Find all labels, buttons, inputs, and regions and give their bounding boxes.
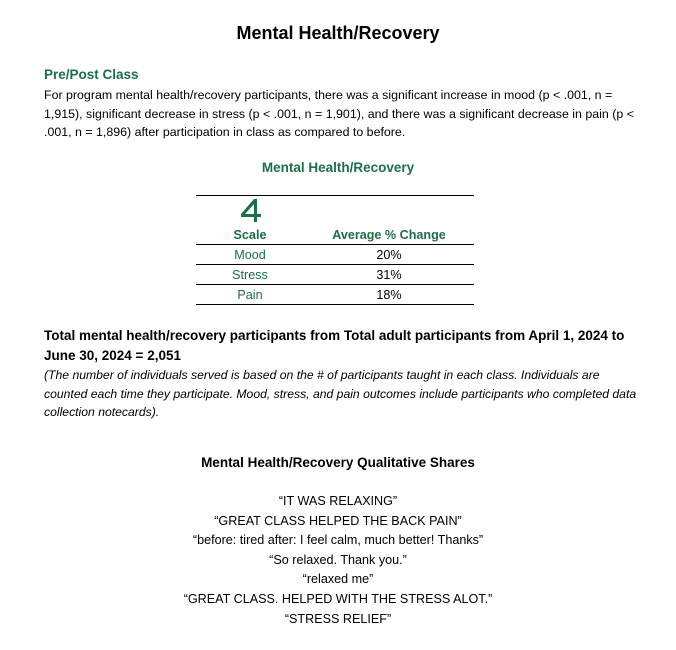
total-participants-heading: Total mental health/recovery participants from Total adult participants from April 1, 2024 to June 30, 2024 = 2,051	[44, 328, 625, 363]
column-header-average-change: Average % Change	[304, 226, 474, 245]
quote-item: “IT WAS RELAXING”	[278, 494, 398, 508]
table-row	[196, 285, 474, 305]
change-cell: 20%	[304, 245, 474, 265]
table-title: Mental Health/Recovery	[261, 160, 415, 175]
scale-cell: Stress	[196, 265, 304, 285]
pre-post-heading: Pre/Post Class	[44, 67, 139, 82]
table-row	[196, 265, 474, 285]
quote-item: “So relaxed. Thank you.”	[269, 552, 407, 567]
change-cell: 31%	[304, 265, 474, 285]
quote-item: “GREAT CLASS HELPED THE BACK PAIN”	[214, 513, 462, 528]
scale-cell: Mood	[196, 245, 304, 265]
quote-item: “STRESS RELIEF”	[284, 611, 392, 626]
quotes-list	[0, 492, 676, 629]
table-top-rule	[196, 195, 474, 196]
scale-cell: Pain	[196, 285, 304, 305]
quote-item: “relaxed me”	[302, 572, 374, 587]
change-cell: 18%	[304, 285, 474, 305]
pre-post-paragraph: For program mental health/recovery participants, there was a significant increase in mood (p < .001, n = 1,915), significant decrease in stress (p < .001, n = 1,901), and there was a significant decrease in pain (p < .001, n = 1,896) after participation in class as compared to before.	[44, 88, 634, 139]
quote-item: “before: tired after: I feel calm, much better! Thanks”	[192, 533, 484, 548]
results-table	[196, 226, 474, 305]
participants-note: (The number of individuals served is based on the # of participants taught in each class. Individuals are counted each time they participate. Mood, stress, and pain outcomes include participants who completed data collection notecards).	[44, 368, 637, 419]
quote-item: “GREAT CLASS. HELPED WITH THE STRESS ALOT.”	[183, 591, 493, 606]
page-title: Mental Health/Recovery	[236, 23, 440, 43]
green-number-4-logo-icon	[239, 197, 265, 223]
qualitative-shares-heading: Mental Health/Recovery Qualitative Shares	[201, 455, 475, 470]
column-header-scale: Scale	[196, 226, 304, 245]
table-header-row	[196, 226, 474, 245]
table-row	[196, 245, 474, 265]
